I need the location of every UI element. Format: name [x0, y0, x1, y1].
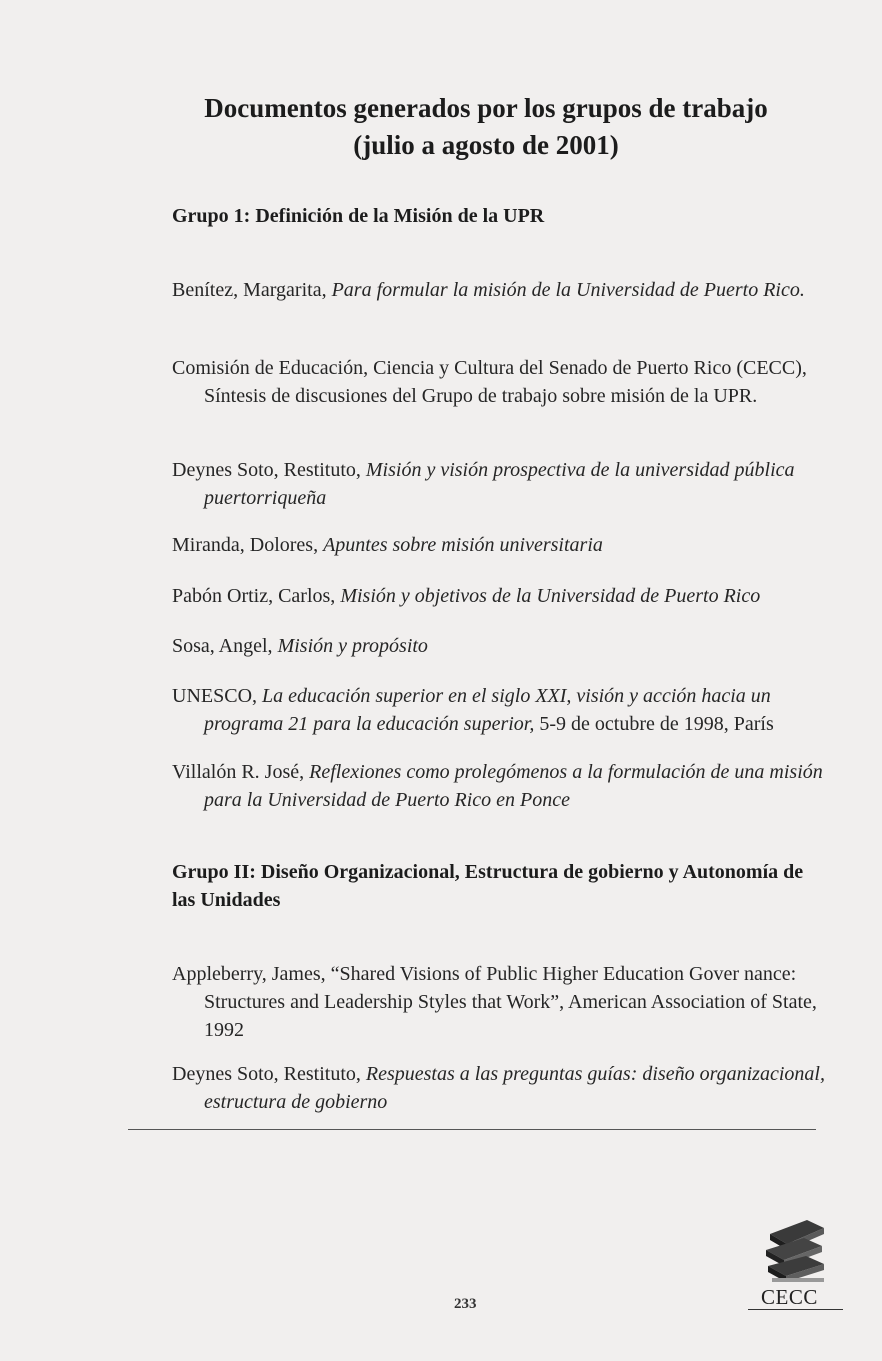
title-line-2: (julio a agosto de 2001) [353, 130, 619, 160]
logo-underline [748, 1309, 843, 1310]
reference-entry: Villalón R. José, Reflexiones como prolegómenos a la formulación de una misión para la Universidad de Puerto Rico en Ponce [172, 761, 823, 811]
reference-entry: Benítez, Margarita, Para formular la misión de la Universidad de Puerto Rico. [172, 279, 805, 301]
reference-entry: Miranda, Dolores, Apuntes sobre misión universitaria [172, 534, 603, 556]
reference-entry: UNESCO, La educación superior en el siglo XXI, visión y acción hacia un programa 21 para la educación superior, 5-9 de octubre de 1998, París [172, 685, 774, 735]
reference-entry: Comisión de Educación, Ciencia y Cultura del Senado de Puerto Rico (CECC), Síntesis de discusiones del Grupo de trabajo sobre misión de la UPR. [172, 357, 807, 407]
reference-entry: Appleberry, James, “Shared Visions of Public Higher Education Gover nance: Structures and Leadership Styles that Work”, American Association of State, 1992 [172, 963, 817, 1041]
reference-entry: Deynes Soto, Restituto, Misión y visión prospectiva de la universidad pública puertorriqueña [172, 459, 795, 509]
footer-divider [128, 1129, 816, 1130]
cecc-logo-text: CECC [761, 1285, 818, 1309]
reference-entry: Pabón Ortiz, Carlos, Misión y objetivos de la Universidad de Puerto Rico [172, 585, 761, 607]
group-1-heading: Grupo 1: Definición de la Misión de la UPR [172, 205, 545, 227]
page-title [0, 90, 882, 164]
reference-entry: Deynes Soto, Restituto, Respuestas a las preguntas guías: diseño organizacional, estructura de gobierno [172, 1063, 825, 1113]
group-2-heading: Grupo II: Diseño Organizacional, Estructura de gobierno y Autonomía de las Unidades [172, 861, 804, 911]
reference-entry: Sosa, Angel, Misión y propósito [172, 635, 428, 657]
page-number: 233 [454, 1296, 477, 1312]
title-line-1: Documentos generados por los grupos de trabajo [204, 93, 768, 123]
